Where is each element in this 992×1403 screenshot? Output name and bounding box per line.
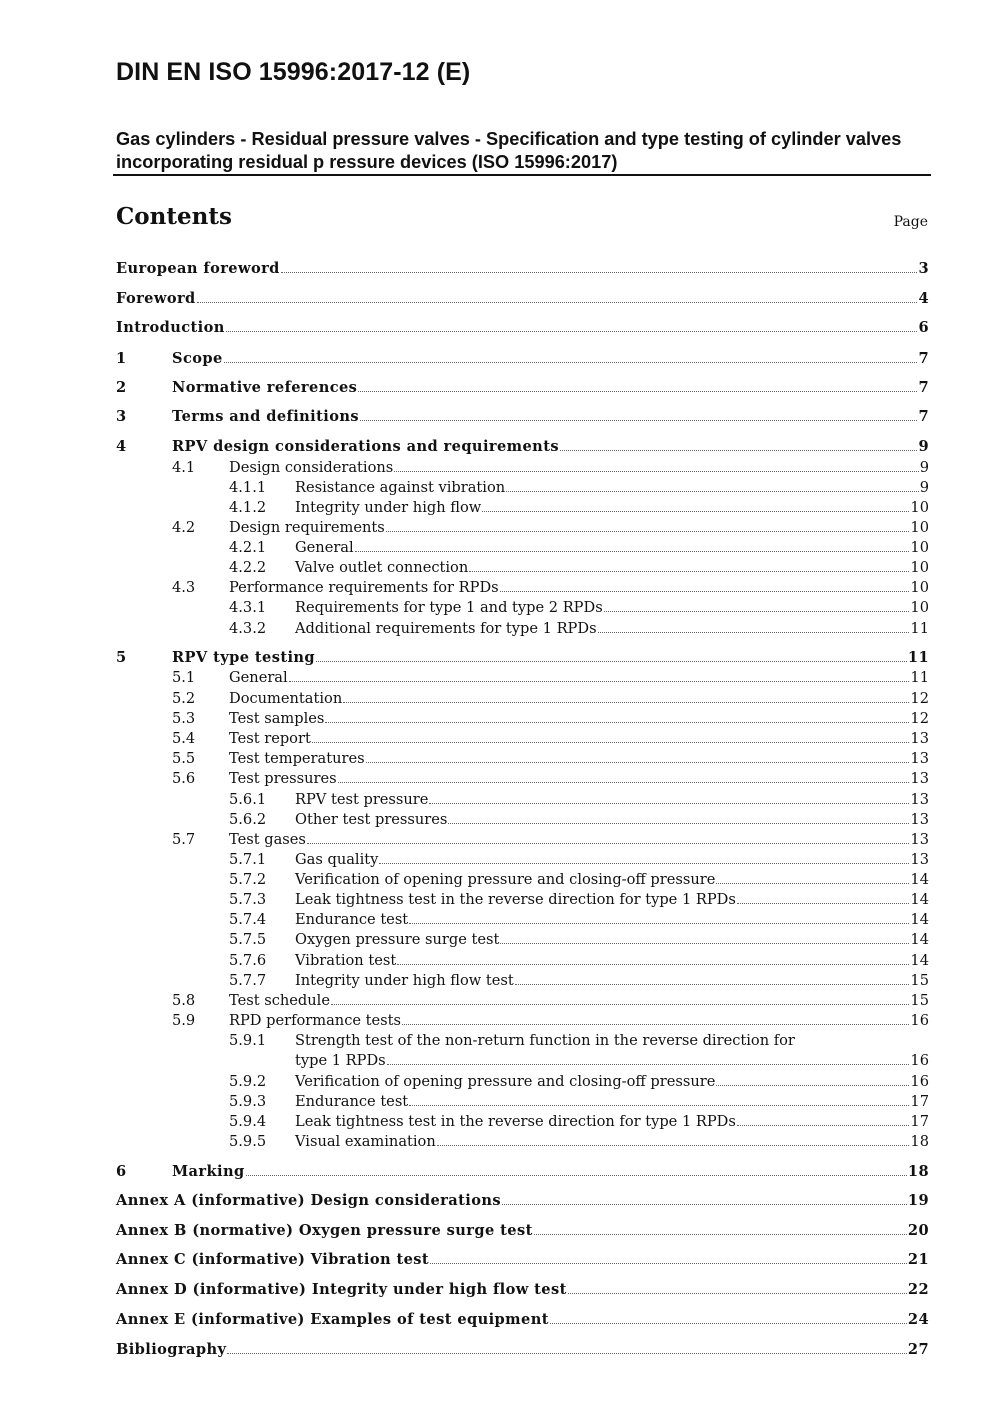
toc-entry-title: Integrity under high flow xyxy=(295,499,482,516)
toc-entry-row xyxy=(116,1280,929,1300)
toc-entry-number: 5.7.5 xyxy=(229,931,267,948)
toc-dot-leader xyxy=(386,530,910,532)
toc-dot-leader xyxy=(325,721,909,723)
toc-dot-leader xyxy=(437,1144,910,1146)
toc-entry-row xyxy=(295,1092,929,1112)
toc-entry-title: European foreword xyxy=(116,260,280,277)
toc-entry-title: Foreword xyxy=(116,290,196,307)
toc-entry-row xyxy=(295,971,929,991)
toc-entry-number: 4.2.2 xyxy=(229,559,267,576)
toc-entry[interactable] xyxy=(116,790,929,810)
toc-entry[interactable] xyxy=(116,578,929,598)
toc-entry[interactable] xyxy=(116,1011,929,1031)
toc-entry-row xyxy=(229,518,929,538)
toc-entry-row xyxy=(229,578,929,598)
toc-entry[interactable] xyxy=(116,1031,929,1071)
toc-entry-page: 27 xyxy=(907,1341,929,1358)
toc-entry-title: Documentation xyxy=(229,690,343,707)
toc-entry-row xyxy=(116,1340,929,1360)
toc-dot-leader xyxy=(737,902,910,904)
toc-entry-row xyxy=(172,437,929,457)
toc-entry-row xyxy=(172,1162,929,1182)
toc-entry[interactable] xyxy=(116,890,929,910)
toc-dot-leader xyxy=(469,570,909,572)
toc-entry-row xyxy=(295,1132,929,1152)
toc-entry-title: Verification of opening pressure and closing-off pressure xyxy=(295,1073,716,1090)
toc-entry-number: 3 xyxy=(116,408,127,425)
toc-entry-row xyxy=(295,598,929,618)
toc-dot-leader xyxy=(737,1124,910,1126)
toc-entry-title: Endurance test xyxy=(295,911,409,928)
toc-entry-page: 9 xyxy=(919,479,929,496)
toc-dot-leader xyxy=(429,802,909,804)
toc-entry-number: 4.2 xyxy=(172,519,196,536)
toc-entry-title: Normative references xyxy=(172,379,358,396)
toc-dot-leader xyxy=(716,1084,909,1086)
toc-entry[interactable] xyxy=(116,870,929,890)
toc-entry-page: 4 xyxy=(918,290,929,307)
toc-entry[interactable] xyxy=(116,810,929,830)
toc-entry-number: 5.9.2 xyxy=(229,1073,267,1090)
toc-entry-title: Design requirements xyxy=(229,519,385,536)
toc-entry-title: Endurance test xyxy=(295,1093,409,1110)
toc-entry[interactable] xyxy=(116,259,929,279)
toc-entry-row xyxy=(116,318,929,338)
toc-entry[interactable] xyxy=(116,749,929,769)
toc-entry-page: 11 xyxy=(910,620,929,637)
toc-entry-title: Valve outlet connection xyxy=(295,559,469,576)
toc-entry[interactable] xyxy=(116,498,929,518)
toc-entry-number: 5.7.4 xyxy=(229,911,267,928)
toc-entry-title: Test temperatures xyxy=(229,750,365,767)
toc-entry-number: 1 xyxy=(116,350,127,367)
toc-entry-number: 5.7.7 xyxy=(229,972,267,989)
toc-entry-title: Test samples xyxy=(229,710,325,727)
toc-entry-title: Gas quality xyxy=(295,851,379,868)
toc-entry-row xyxy=(295,870,929,890)
toc-dot-leader xyxy=(197,301,918,303)
toc-entry-title: General xyxy=(229,669,288,686)
toc-entry-number: 4.1.2 xyxy=(229,499,267,516)
toc-entry-page: 9 xyxy=(918,438,929,455)
toc-entry-number: 5.6.1 xyxy=(229,791,267,808)
table-of-contents xyxy=(116,0,929,1403)
toc-entry-title: Other test pressures xyxy=(295,811,448,828)
toc-dot-leader xyxy=(515,983,910,985)
toc-entry-page: 7 xyxy=(918,379,929,396)
toc-entry[interactable] xyxy=(116,1280,929,1300)
toc-dot-leader xyxy=(550,1322,907,1324)
toc-dot-leader xyxy=(506,490,919,492)
toc-entry[interactable] xyxy=(116,991,929,1011)
toc-dot-leader xyxy=(409,1104,909,1106)
toc-entry-number: 5.7.6 xyxy=(229,952,267,969)
toc-entry-title: Oxygen pressure surge test xyxy=(295,931,500,948)
toc-entry-number: 5.9.1 xyxy=(229,1032,267,1049)
toc-entry-row xyxy=(229,991,929,1011)
toc-entry[interactable] xyxy=(116,1191,929,1211)
toc-dot-leader xyxy=(430,1262,907,1264)
toc-entry-title: Leak tightness test in the reverse direction for type 1 RPDs xyxy=(295,891,736,908)
toc-entry[interactable] xyxy=(116,668,929,688)
toc-entry-row xyxy=(172,378,929,398)
toc-entry-title: Introduction xyxy=(116,319,225,336)
toc-entry-row xyxy=(116,1221,929,1241)
toc-entry-row xyxy=(229,749,929,769)
document-title: Gas cylinders - Residual pressure valves - Specification and type testing of cylinder valves incorporating residual p ressure devices (ISO 15996:2017) xyxy=(116,129,902,172)
toc-entry-number: 5.9.3 xyxy=(229,1093,267,1110)
toc-entry-page: 9 xyxy=(919,459,929,476)
toc-dot-leader xyxy=(598,631,910,633)
toc-entry-number: 5.6.2 xyxy=(229,811,267,828)
toc-dot-leader xyxy=(316,660,907,662)
toc-dot-leader xyxy=(448,822,909,824)
toc-entry-title: RPV test pressure xyxy=(295,791,429,808)
toc-entry-row xyxy=(229,830,929,850)
toc-entry-page: 17 xyxy=(910,1113,929,1130)
toc-dot-leader xyxy=(394,470,918,472)
toc-entry-title: Verification of opening pressure and closing-off pressure xyxy=(295,871,716,888)
toc-entry-row xyxy=(229,769,929,789)
toc-entry-page: 13 xyxy=(910,770,929,787)
toc-entry-row xyxy=(229,458,929,478)
toc-entry-title: Annex C (informative) Vibration test xyxy=(116,1251,430,1268)
toc-dot-leader xyxy=(560,449,917,451)
toc-entry-page: 12 xyxy=(910,710,929,727)
toc-entry-title: Test pressures xyxy=(229,770,337,787)
toc-entry-row xyxy=(172,349,929,369)
toc-entry[interactable] xyxy=(116,830,929,850)
toc-entry-page: 12 xyxy=(910,690,929,707)
toc-entry[interactable] xyxy=(116,1072,929,1092)
toc-entry-title: Leak tightness test in the reverse direction for type 1 RPDs xyxy=(295,1113,736,1130)
toc-entry[interactable] xyxy=(116,378,929,398)
toc-entry-row xyxy=(229,668,929,688)
toc-entry-title: RPV design considerations and requirements xyxy=(172,438,559,455)
toc-entry-row xyxy=(295,1051,929,1071)
toc-entry-page: 10 xyxy=(910,559,929,576)
document-id: DIN EN ISO 15996:2017-12 (E) xyxy=(116,58,471,86)
toc-entry-page: 13 xyxy=(910,750,929,767)
toc-entry-page: 7 xyxy=(918,350,929,367)
toc-entry-page: 18 xyxy=(907,1163,929,1180)
toc-entry-page: 13 xyxy=(910,730,929,747)
toc-entry-number: 5.3 xyxy=(172,710,196,727)
toc-entry[interactable] xyxy=(116,289,929,309)
toc-entry-number: 5.4 xyxy=(172,730,196,747)
toc-entry-number: 5.9.5 xyxy=(229,1133,267,1150)
toc-entry[interactable] xyxy=(116,619,929,639)
toc-entry-page: 18 xyxy=(910,1133,929,1150)
toc-entry[interactable] xyxy=(116,1250,929,1270)
toc-entry-number: 6 xyxy=(116,1163,127,1180)
toc-dot-leader xyxy=(331,1003,909,1005)
toc-entry[interactable] xyxy=(116,1310,929,1330)
toc-entry-row xyxy=(229,1011,929,1031)
toc-entry[interactable] xyxy=(116,769,929,789)
toc-entry-page: 10 xyxy=(910,579,929,596)
toc-entry-page: 10 xyxy=(910,539,929,556)
toc-entry[interactable] xyxy=(116,689,929,709)
toc-entry[interactable] xyxy=(116,1132,929,1152)
toc-entry-row xyxy=(116,1191,929,1211)
toc-entry-row xyxy=(295,951,929,971)
toc-entry[interactable] xyxy=(116,1112,929,1132)
toc-entry-number: 2 xyxy=(116,379,127,396)
toc-dot-leader xyxy=(716,882,909,884)
toc-entry-number: 4.3 xyxy=(172,579,196,596)
toc-entry-row xyxy=(295,1072,929,1092)
toc-entry-title: Test gases xyxy=(229,831,306,848)
toc-entry-number: 5.2 xyxy=(172,690,196,707)
toc-entry-number: 5 xyxy=(116,649,127,666)
toc-entry-title: Visual examination xyxy=(295,1133,436,1150)
toc-entry-title: type 1 RPDs xyxy=(295,1052,386,1069)
toc-entry-page: 6 xyxy=(918,319,929,336)
toc-dot-leader xyxy=(500,942,909,944)
contents-heading: Contents xyxy=(116,203,232,230)
toc-dot-leader xyxy=(289,680,910,682)
toc-entry-row xyxy=(295,910,929,930)
toc-entry-page: 3 xyxy=(918,260,929,277)
toc-entry-page: 16 xyxy=(910,1012,929,1029)
toc-entry-number: 5.5 xyxy=(172,750,196,767)
toc-entry-title: Annex B (normative) Oxygen pressure surge test xyxy=(116,1222,533,1239)
toc-dot-leader xyxy=(482,510,909,512)
toc-entry-number: 5.8 xyxy=(172,992,196,1009)
toc-dot-leader xyxy=(358,390,917,392)
toc-dot-leader xyxy=(568,1292,907,1294)
toc-dot-leader xyxy=(227,1352,907,1354)
toc-dot-leader xyxy=(224,361,918,363)
toc-entry-title: Test report xyxy=(229,730,311,747)
toc-entry-page: 19 xyxy=(907,1192,929,1209)
toc-entry-title: Requirements for type 1 and type 2 RPDs xyxy=(295,599,603,616)
toc-dot-leader xyxy=(409,922,909,924)
toc-entry[interactable] xyxy=(116,538,929,558)
toc-dot-leader xyxy=(534,1233,907,1235)
toc-dot-leader xyxy=(343,701,909,703)
toc-entry-page: 7 xyxy=(918,408,929,425)
toc-entry-row xyxy=(295,558,929,578)
page-column-label: Page xyxy=(893,214,928,230)
toc-entry-number: 4.1.1 xyxy=(229,479,267,496)
toc-entry-row xyxy=(229,709,929,729)
toc-entry[interactable] xyxy=(116,951,929,971)
toc-dot-leader xyxy=(338,781,910,783)
toc-entry[interactable] xyxy=(116,1092,929,1112)
toc-entry-page: 13 xyxy=(910,851,929,868)
toc-entry-title: Scope xyxy=(172,350,223,367)
toc-entry-title: Resistance against vibration xyxy=(295,479,506,496)
toc-entry-number: 5.9.4 xyxy=(229,1113,267,1130)
toc-entry-row xyxy=(295,930,929,950)
toc-entry-page: 11 xyxy=(907,649,929,666)
toc-entry[interactable] xyxy=(116,910,929,930)
toc-entry-title: Marking xyxy=(172,1163,245,1180)
toc-dot-leader xyxy=(502,1203,907,1205)
toc-entry-row xyxy=(172,407,929,427)
toc-entry-page: 20 xyxy=(907,1222,929,1239)
toc-entry-number: 5.9 xyxy=(172,1012,196,1029)
toc-entry-page: 15 xyxy=(910,992,929,1009)
toc-entry[interactable] xyxy=(116,709,929,729)
toc-entry-title: General xyxy=(295,539,354,556)
toc-entry-page: 16 xyxy=(910,1052,929,1069)
toc-entry-page: 10 xyxy=(910,599,929,616)
toc-entry-title-line1: Strength test of the non-return function in the reverse direction for xyxy=(295,1032,795,1049)
toc-dot-leader xyxy=(397,963,909,965)
toc-entry-number: 5.7.2 xyxy=(229,871,267,888)
toc-entry-row xyxy=(229,689,929,709)
toc-entry-title: Design considerations xyxy=(229,459,394,476)
toc-dot-leader xyxy=(246,1174,907,1176)
toc-entry[interactable] xyxy=(116,518,929,538)
toc-entry-number: 5.7.1 xyxy=(229,851,267,868)
toc-entry[interactable] xyxy=(116,1221,929,1241)
toc-entry-row xyxy=(295,850,929,870)
toc-entry-page: 22 xyxy=(907,1281,929,1298)
toc-entry-title: Bibliography xyxy=(116,1341,227,1358)
toc-entry-number: 5.1 xyxy=(172,669,196,686)
toc-entry[interactable] xyxy=(116,407,929,427)
toc-entry-page: 14 xyxy=(910,871,929,888)
toc-entry-row xyxy=(295,538,929,558)
toc-entry[interactable] xyxy=(116,437,929,457)
toc-entry-page: 24 xyxy=(907,1311,929,1328)
toc-entry[interactable] xyxy=(116,1162,929,1182)
toc-entry-number: 5.7 xyxy=(172,831,196,848)
toc-entry-row xyxy=(295,890,929,910)
toc-entry-page: 14 xyxy=(910,891,929,908)
toc-entry-page: 13 xyxy=(910,811,929,828)
toc-entry-title: RPV type testing xyxy=(172,649,316,666)
toc-entry-title: Additional requirements for type 1 RPDs xyxy=(295,620,597,637)
toc-entry-row xyxy=(116,1250,929,1270)
toc-entry[interactable] xyxy=(116,598,929,618)
toc-entry-row xyxy=(295,810,929,830)
toc-entry-row xyxy=(116,1310,929,1330)
toc-entry[interactable] xyxy=(116,971,929,991)
toc-dot-leader xyxy=(500,590,910,592)
toc-dot-leader xyxy=(226,330,918,332)
toc-entry-page: 14 xyxy=(910,911,929,928)
toc-dot-leader xyxy=(604,610,910,612)
toc-dot-leader xyxy=(307,842,910,844)
toc-entry[interactable] xyxy=(116,930,929,950)
toc-dot-leader xyxy=(366,761,910,763)
toc-entry-page: 21 xyxy=(907,1251,929,1268)
toc-entry-page: 13 xyxy=(910,791,929,808)
toc-entry-page: 14 xyxy=(910,931,929,948)
toc-entry-row xyxy=(116,289,929,309)
toc-entry-title: Vibration test xyxy=(295,952,397,969)
toc-dot-leader xyxy=(360,419,917,421)
toc-entry-page: 17 xyxy=(910,1093,929,1110)
toc-entry-row xyxy=(295,790,929,810)
toc-entry[interactable] xyxy=(116,318,929,338)
toc-dot-leader xyxy=(355,550,910,552)
toc-entry-title: Performance requirements for RPDs xyxy=(229,579,499,596)
toc-entry-page: 15 xyxy=(910,972,929,989)
toc-entry-title: Annex D (informative) Integrity under high flow test xyxy=(116,1281,567,1298)
toc-entry-title: Annex A (informative) Design considerations xyxy=(116,1192,501,1209)
toc-entry[interactable] xyxy=(116,349,929,369)
toc-dot-leader xyxy=(281,271,918,273)
toc-entry-row xyxy=(116,259,929,279)
toc-entry-row xyxy=(295,619,929,639)
toc-entry-number: 4.2.1 xyxy=(229,539,267,556)
toc-entry-row xyxy=(295,498,929,518)
toc-entry-page: 13 xyxy=(910,831,929,848)
toc-entry[interactable] xyxy=(116,558,929,578)
toc-entry-title: Test schedule xyxy=(229,992,330,1009)
toc-entry[interactable] xyxy=(116,729,929,749)
toc-entry-title: Terms and definitions xyxy=(172,408,359,425)
toc-entry-title: Integrity under high flow test xyxy=(295,972,514,989)
toc-entry[interactable] xyxy=(116,458,929,478)
toc-dot-leader xyxy=(387,1063,910,1065)
toc-entry[interactable] xyxy=(116,850,929,870)
toc-entry[interactable] xyxy=(116,1340,929,1360)
toc-entry-page: 14 xyxy=(910,952,929,969)
toc-entry-title: RPD performance tests xyxy=(229,1012,401,1029)
toc-entry[interactable] xyxy=(116,478,929,498)
toc-entry-page: 10 xyxy=(910,519,929,536)
toc-entry-row xyxy=(172,648,929,668)
toc-dot-leader xyxy=(312,741,910,743)
toc-entry-page: 16 xyxy=(910,1073,929,1090)
toc-entry-number: 4.1 xyxy=(172,459,196,476)
toc-entry[interactable] xyxy=(116,648,929,668)
toc-entry-row xyxy=(295,478,929,498)
toc-entry-number: 5.7.3 xyxy=(229,891,267,908)
toc-entry-title: Annex E (informative) Examples of test equipment xyxy=(116,1311,549,1328)
toc-entry-number: 4.3.1 xyxy=(229,599,267,616)
toc-entry-number: 5.6 xyxy=(172,770,196,787)
toc-entry-number: 4 xyxy=(116,438,127,455)
toc-entry-number: 4.3.2 xyxy=(229,620,267,637)
toc-dot-leader xyxy=(379,862,909,864)
toc-entry-row xyxy=(229,729,929,749)
toc-dot-leader xyxy=(402,1023,909,1025)
toc-entry-page: 10 xyxy=(910,499,929,516)
toc-entry-row xyxy=(295,1112,929,1132)
toc-entry-page: 11 xyxy=(910,669,929,686)
